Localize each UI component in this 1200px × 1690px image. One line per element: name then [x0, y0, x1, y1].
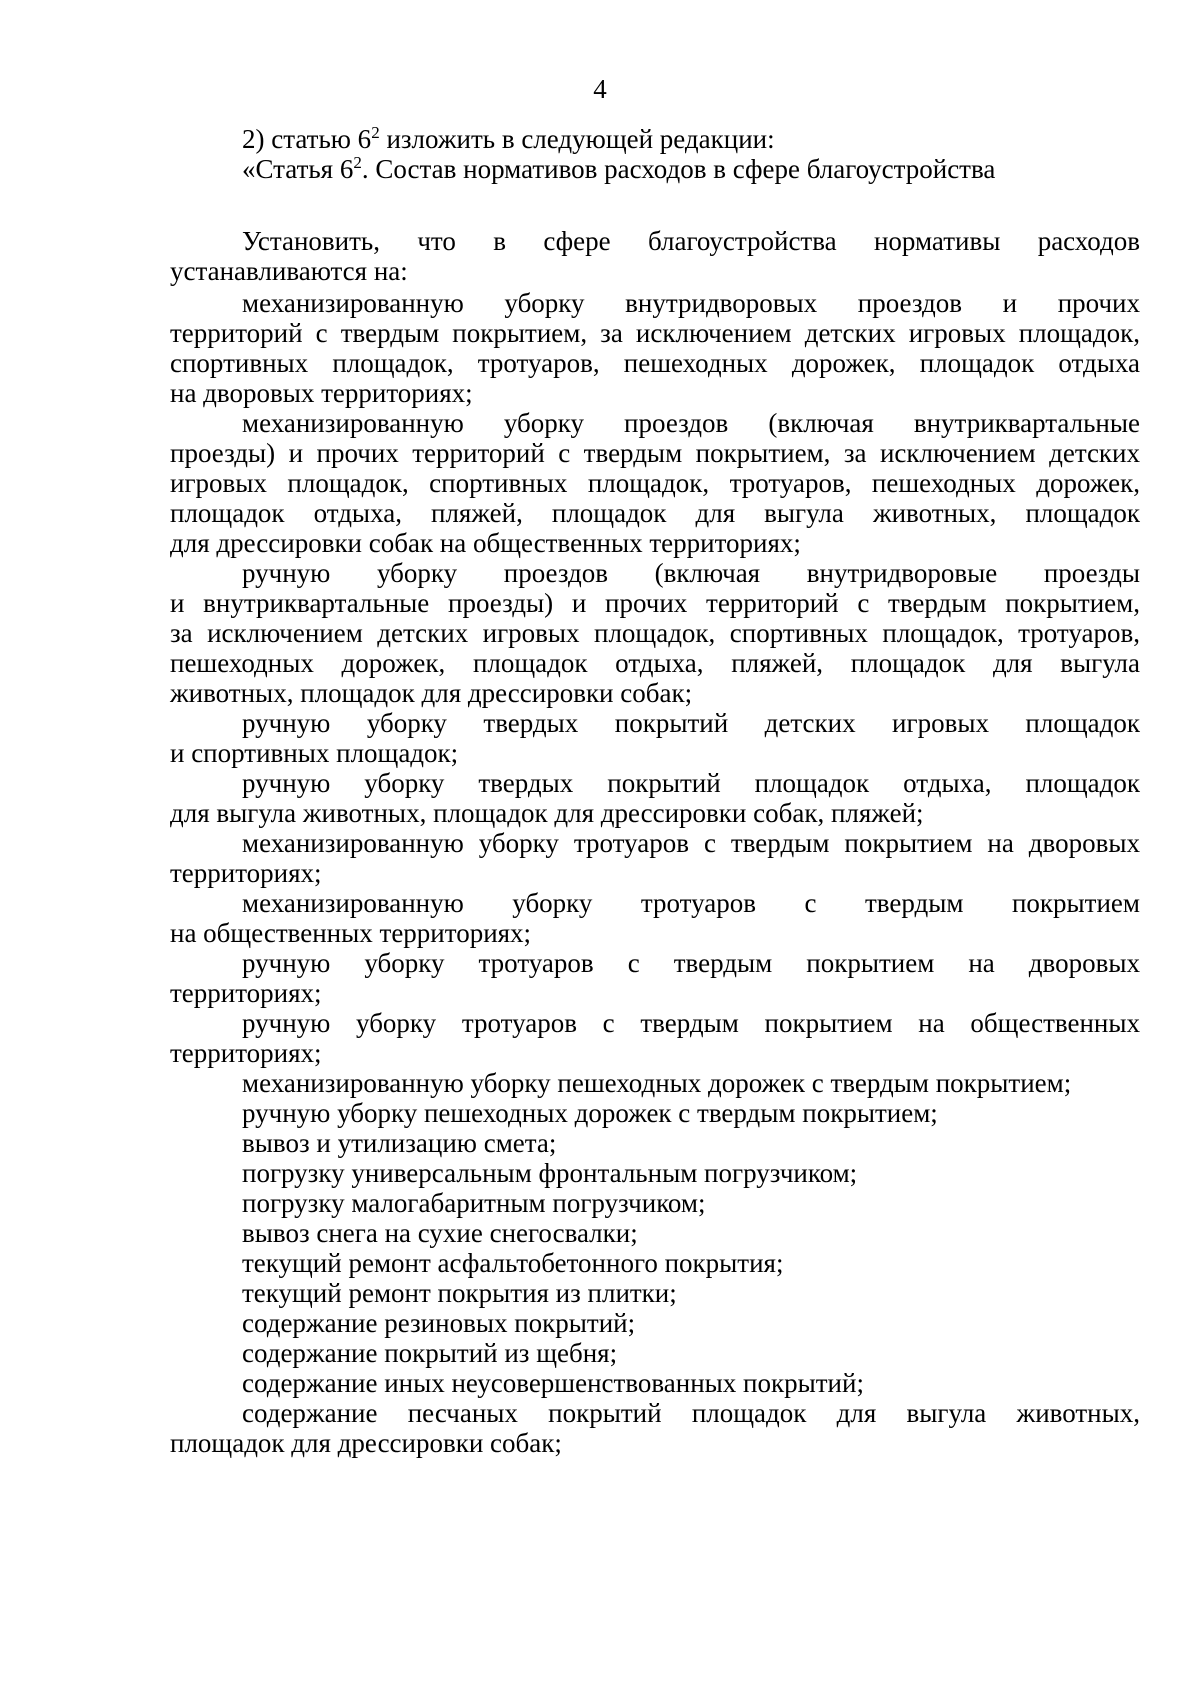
text-line: на дворовых территориях; [170, 378, 473, 408]
text-line: механизированную уборку тротуаров с твердым покрытием [242, 888, 1140, 918]
text-line: текущий ремонт асфальтобетонного покрытия; [242, 1248, 784, 1278]
text-line: за исключением детских игровых площадок, спортивных площадок, тротуаров, [170, 618, 1140, 648]
text-line: проезды) и прочих территорий с твердым покрытием, за исключением детских [170, 438, 1140, 468]
text-line: погрузку универсальным фронтальным погрузчиком; [242, 1158, 858, 1188]
article-title-end: . Состав нормативов расходов в сфере благоустройства [361, 154, 996, 184]
amendment-text-end: изложить в следующей редакции: [379, 124, 775, 154]
text-line: для дрессировки собак на общественных территориях; [170, 528, 801, 558]
text-line: механизированную уборку пешеходных дорожек с твердым покрытием; [242, 1068, 1072, 1098]
text-line: животных, площадок для дрессировки собак; [170, 678, 693, 708]
text-line: территориях; [170, 978, 322, 1008]
text-line: территорий с твердым покрытием, за исключением детских игровых площадок, [170, 318, 1140, 348]
text-line: текущий ремонт покрытия из плитки; [242, 1278, 677, 1308]
text-line: пешеходных дорожек, площадок отдыха, пляжей, площадок для выгула [170, 648, 1140, 678]
article-title-superscript: 2 [353, 153, 362, 172]
text-line: на общественных территориях; [170, 918, 532, 948]
text-line: игровых площадок, спортивных площадок, тротуаров, пешеходных дорожек, [170, 468, 1140, 498]
amendment-superscript: 2 [371, 123, 380, 142]
text-line: территориях; [170, 1038, 322, 1068]
text-line: содержание иных неусовершенствованных покрытий; [242, 1368, 864, 1398]
amendment-line [242, 122, 775, 156]
text-line: устанавливаются на: [170, 256, 408, 286]
text-line: и внутриквартальные проезды) и прочих территорий с твердым покрытием, [170, 588, 1140, 618]
text-line: погрузку малогабаритным погрузчиком; [242, 1188, 706, 1218]
text-line: механизированную уборку тротуаров с твердым покрытием на дворовых [242, 828, 1140, 858]
text-line: ручную уборку твердых покрытий детских игровых площадок [242, 708, 1140, 738]
text-line: для выгула животных, площадок для дрессировки собак, пляжей; [170, 798, 924, 828]
text-line: содержание покрытий из щебня; [242, 1338, 618, 1368]
amendment-text-start: 2) статью 6 [242, 124, 372, 154]
text-line: содержание резиновых покрытий; [242, 1308, 636, 1338]
text-line: площадок отдыха, пляжей, площадок для выгула животных, площадок [170, 498, 1140, 528]
text-line: содержание песчаных покрытий площадок для выгула животных, [242, 1398, 1140, 1428]
article-title-start: «Статья 6 [242, 154, 354, 184]
text-line: механизированную уборку проездов (включая внутриквартальные [242, 408, 1140, 438]
text-line: спортивных площадок, тротуаров, пешеходных дорожек, площадок отдыха [170, 348, 1140, 378]
text-line: вывоз и утилизацию смета; [242, 1128, 557, 1158]
article-title [242, 152, 995, 186]
text-line: ручную уборку твердых покрытий площадок отдыха, площадок [242, 768, 1140, 798]
text-line: территориях; [170, 858, 322, 888]
text-line: вывоз снега на сухие снегосвалки; [242, 1218, 638, 1248]
text-line: ручную уборку пешеходных дорожек с твердым покрытием; [242, 1098, 938, 1128]
page-number: 4 [593, 74, 607, 104]
text-line: и спортивных площадок; [170, 738, 459, 768]
text-line: ручную уборку тротуаров с твердым покрытием на общественных [242, 1008, 1140, 1038]
text-line: ручную уборку тротуаров с твердым покрытием на дворовых [242, 948, 1140, 978]
text-line: ручную уборку проездов (включая внутридворовые проезды [242, 558, 1140, 588]
text-line: механизированную уборку внутридворовых проездов и прочих [242, 288, 1140, 318]
text-line: Установить, что в сфере благоустройства нормативы расходов [242, 226, 1140, 256]
text-line: площадок для дрессировки собак; [170, 1428, 562, 1458]
